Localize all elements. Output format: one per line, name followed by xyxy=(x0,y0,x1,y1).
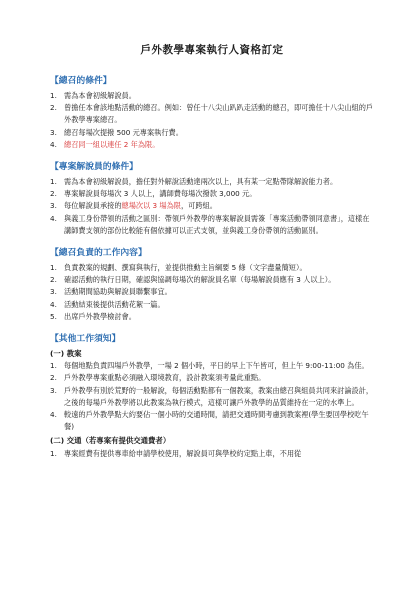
subsection-label: 交通（若專案有提供交通費者） xyxy=(66,436,171,446)
list-item-number: 3. xyxy=(50,287,57,297)
list-item xyxy=(50,385,374,409)
list-item-number: 1. xyxy=(50,91,57,100)
section-list xyxy=(50,262,374,323)
list-item-text: 確認活動的執行日期，確認與協調每場次的解說員名單（每場解說員應有 3 人以上）。 xyxy=(64,275,336,285)
section-heading-other: 【其他工作須知】 xyxy=(50,334,121,345)
list-item-number: 4. xyxy=(50,213,57,223)
list-item xyxy=(50,127,374,139)
sections-container xyxy=(50,73,374,323)
list-item-text: 每位解說員承接的 xyxy=(64,201,122,211)
list-item-text: 較遠的戶外教學點大約要佔一個小時的交通時間，請把交通時間考慮到教案裡(學生要回學校吃午餐) xyxy=(64,410,369,432)
list-item-text: 每個地點負責四場戶外教學，一場 2 個小時，平日的早上下午皆可，但上午 9:00-11:00 為佳。 xyxy=(64,361,369,371)
list-item-number: 1. xyxy=(50,263,57,273)
list-item-text: 總召同一組以連任 2 年為限。 xyxy=(64,139,160,149)
list-item-text: ，可跨組。 xyxy=(180,201,217,211)
transport-list xyxy=(50,448,374,460)
section-heading: 【總召的條件】 xyxy=(50,76,112,86)
other-section xyxy=(50,331,374,460)
list-item xyxy=(50,139,374,151)
list-item xyxy=(50,448,374,460)
section-heading: 【總召負責的工作內容】 xyxy=(50,248,147,259)
section-list xyxy=(50,176,374,237)
list-item xyxy=(50,299,374,311)
list-item xyxy=(50,360,374,372)
subsection-heading-lesson-plan xyxy=(50,348,374,360)
list-item-text: 出席戶外教學檢討會。 xyxy=(64,311,136,321)
list-item-number: 2. xyxy=(50,103,57,113)
document-title: 戶外教學專案執行人資格訂定 xyxy=(140,44,284,56)
list-item-number: 1. xyxy=(50,361,57,371)
lesson-plan-list xyxy=(50,360,374,433)
list-item-text: 活動結束後提供活動花絮一篇。 xyxy=(64,299,165,309)
list-item xyxy=(50,274,374,286)
list-item-text: 需為本會初級解說員。 xyxy=(64,91,136,100)
list-item-number: 4. xyxy=(50,410,57,420)
list-item-text: 負責教案的規劃、撰寫與執行，並提供推動主旨綱要 5 條（文字盡量簡短）。 xyxy=(64,263,307,273)
list-item-text: 曾擔任本會該地點活動的總召。例如：曾任十八尖山趴趴走活動的總召，即可擔任十八尖山組的戶外教學專案總召。 xyxy=(64,103,374,125)
list-item xyxy=(50,188,374,200)
list-item-text: 專案經費有提供專車給申請學校使用，解說員可與學校約定點上車，不用從 xyxy=(64,448,302,458)
section-heading: 【專案解說員的條件】 xyxy=(50,162,138,173)
list-item-text: 總召每場次提撥 500 元專案執行費。 xyxy=(64,127,183,137)
list-item-number: 2. xyxy=(50,189,57,199)
subsection-tag: (一) xyxy=(50,349,65,359)
list-item-number: 1. xyxy=(50,448,57,458)
list-item xyxy=(50,176,374,188)
highlight-text: 總場次以 3 場為限 xyxy=(121,201,181,211)
list-item xyxy=(50,409,374,433)
list-item xyxy=(50,90,374,102)
list-item xyxy=(50,311,374,323)
list-item-number: 3. xyxy=(50,201,57,211)
subsection-heading-transport xyxy=(50,435,374,447)
list-item-number: 1. xyxy=(50,177,57,187)
list-item-text: 戶外教學有別於荒野的一般解說，每個活動點都有一個教案，教案由總召與組員共同來討論設計，之後的每場戶外教學將以此教案為執行模式，這樣可讓戶外教學的品質維持在一定的水準上。 xyxy=(64,385,374,407)
list-item xyxy=(50,372,374,384)
list-item-text: 戶外教學專案重點必須融入環境教育，設計教案須考量此重點。 xyxy=(64,373,266,383)
list-item-text: 活動期間協助與解說員聯繫事宜。 xyxy=(64,287,172,297)
list-item-number: 5. xyxy=(50,311,57,321)
list-item xyxy=(50,200,374,212)
list-item-text: 需為本會初級解說員，擔任對外解說活動達兩次以上，具有某一定點帶隊解說能力者。 xyxy=(64,177,338,187)
subsection-tag: (二) xyxy=(50,436,65,446)
list-item-text: 與義工身份帶領的活動之區別：帶領戶外教學的專案解說員需簽「專案活動帶領同意書」，這樣在講師費支領的部份比較能有個依據可以正式支領，並與義工身份帶領的活動區別。 xyxy=(64,213,370,235)
list-item-number: 3. xyxy=(50,127,57,137)
list-item-number: 2. xyxy=(50,275,57,285)
list-item-number: 4. xyxy=(50,299,57,309)
section-list xyxy=(50,90,374,151)
list-item-number: 2. xyxy=(50,373,57,383)
list-item xyxy=(50,213,374,237)
list-item-number: 3. xyxy=(50,385,57,395)
subsection-label: 教案 xyxy=(66,349,82,359)
list-item-number: 4. xyxy=(50,139,57,149)
list-item-text: 專案解說員每場次 3 人以上，講師費每場次撥款 3,000 元。 xyxy=(64,189,257,199)
list-item xyxy=(50,262,374,274)
list-item xyxy=(50,102,374,126)
list-item xyxy=(50,286,374,298)
